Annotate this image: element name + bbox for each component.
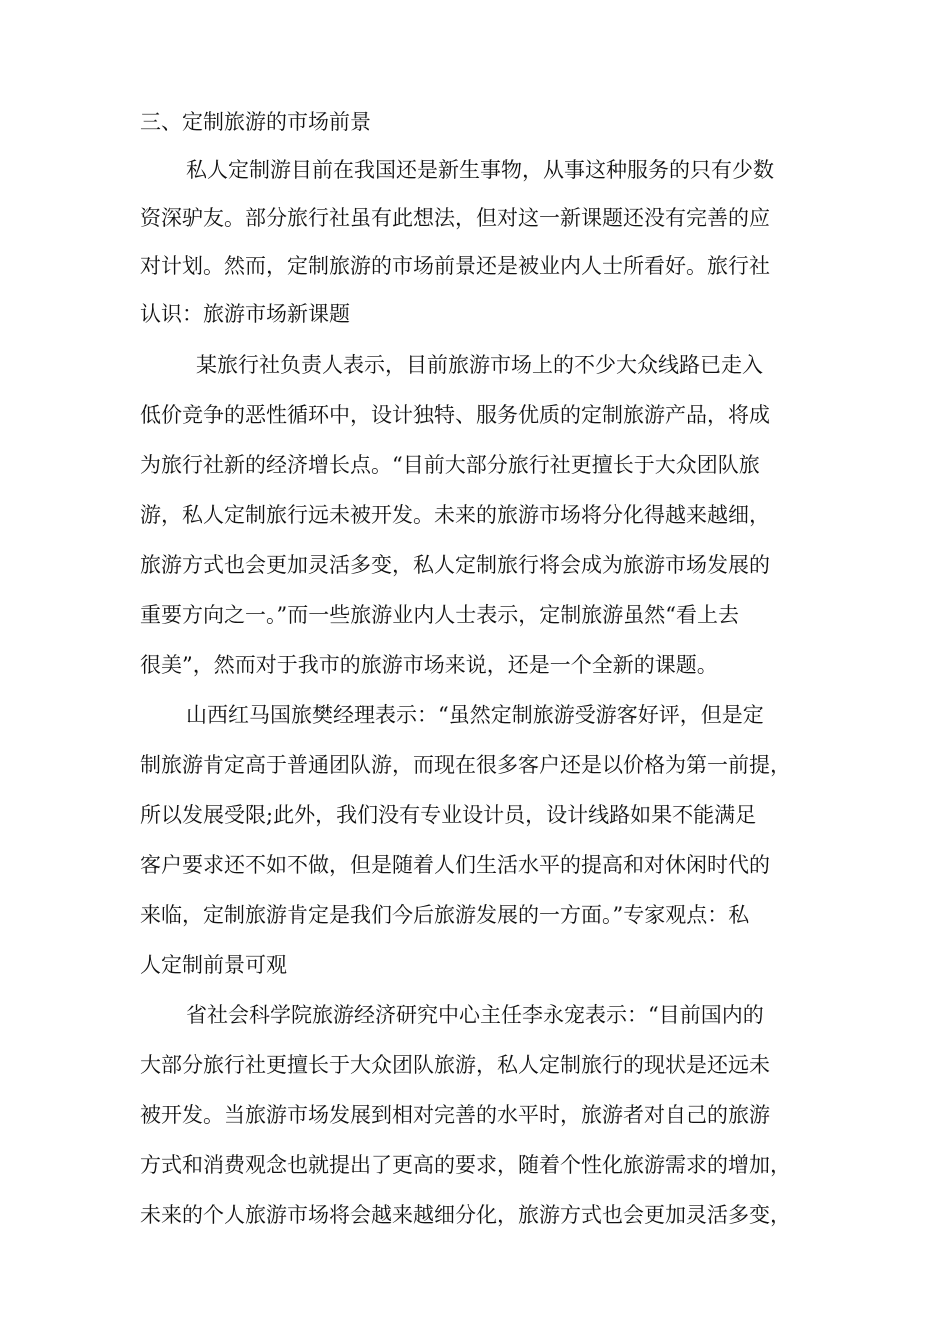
section-heading: 三、定制旅游的市场前景 xyxy=(140,110,371,134)
text-line: 旅游方式也会更加灵活多变，私人定制旅行将会成为旅游市场发展的 xyxy=(140,553,770,577)
text-line: 很美”，然而对于我市的旅游市场来说，还是一个全新的课题。 xyxy=(140,653,718,677)
text-line: 低价竞争的恶性循环中，设计独特、服务优质的定制旅游产品，将成 xyxy=(140,403,770,427)
text-line: 人定制前景可观 xyxy=(140,953,287,977)
text-line: 山西红马国旅樊经理表示：“虽然定制旅游受游客好评，但是定 xyxy=(186,703,764,727)
text-line: 未来的个人旅游市场将会越来越细分化，旅游方式也会更加灵活多变， xyxy=(140,1203,791,1227)
text-line: 为旅行社新的经济增长点。“目前大部分旅行社更擅长于大众团队旅 xyxy=(140,453,760,477)
text-line: 方式和消费观念也就提出了更高的要求，随着个性化旅游需求的增加， xyxy=(140,1153,791,1177)
text-line: 某旅行社负责人表示，目前旅游市场上的不少大众线路已走入 xyxy=(196,353,763,377)
text-line: 客户要求还不如不做，但是随着人们生活水平的提高和对休闲时代的 xyxy=(140,853,770,877)
text-line: 来临，定制旅游肯定是我们今后旅游发展的一方面。”专家观点：私 xyxy=(140,903,750,927)
text-line: 认识：旅游市场新课题 xyxy=(140,302,350,326)
text-line: 资深驴友。部分旅行社虽有此想法，但对这一新课题还没有完善的应 xyxy=(140,206,770,230)
text-line: 大部分旅行社更擅长于大众团队旅游，私人定制旅行的现状是还远未 xyxy=(140,1053,770,1077)
text-line: 重要方向之一。”而一些旅游业内人士表示，定制旅游虽然“看上去 xyxy=(140,603,739,627)
text-line: 私人定制游目前在我国还是新生事物，从事这种服务的只有少数 xyxy=(186,158,774,182)
text-line: 游，私人定制旅行远未被开发。未来的旅游市场将分化得越来越细， xyxy=(140,503,770,527)
text-line: 制旅游肯定高于普通团队游，而现在很多客户还是以价格为第一前提， xyxy=(140,753,791,777)
text-line: 所以发展受限;此外，我们没有专业设计员，设计线路如果不能满足 xyxy=(140,803,757,827)
text-line: 省社会科学院旅游经济研究中心主任李永宠表示：“目前国内的 xyxy=(186,1003,764,1027)
text-line: 被开发。当旅游市场发展到相对完善的水平时，旅游者对自己的旅游 xyxy=(140,1103,770,1127)
text-line: 对计划。然而，定制旅游的市场前景还是被业内人士所看好。旅行社 xyxy=(140,254,770,278)
